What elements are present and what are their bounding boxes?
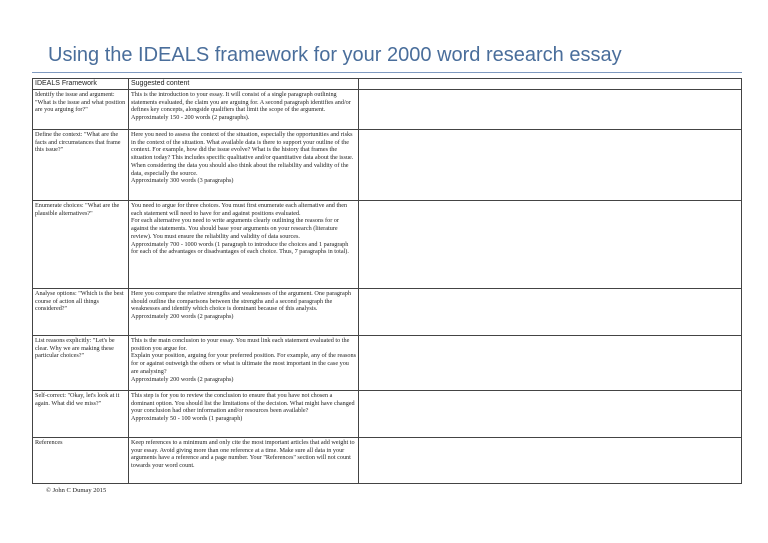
table-row: [33, 130, 742, 201]
content-paragraph: Keep references to a minimum and only cite the most important articles that add weight to your essay. Avoid giving more than one reference at a time. Make sure all data in your arguments have a reference and a page number. Your "References" section will not count towards your word count.: [131, 439, 355, 470]
content-paragraph: Approximately 200 words (2 paragraphs): [131, 375, 234, 383]
page-title: Using the IDEALS framework for your 2000 word research essay: [48, 44, 622, 66]
blank-cell: [359, 438, 742, 484]
content-cell: [129, 201, 359, 289]
content-cell: [129, 438, 359, 484]
content-cell: [129, 336, 359, 391]
table-row: [33, 289, 742, 336]
content-paragraph: You need to argue for three choices. You must first enumerate each alternative and then each statement will need to have for and against positions evaluated.: [131, 202, 348, 217]
table-row: [33, 391, 742, 438]
content-paragraph: This is the main conclusion to your essay. You must link each statement evaluated to the position you argue for.: [131, 337, 350, 352]
stage-cell: Self-correct: "Okay, let's look at it again. What did we miss?": [33, 391, 129, 438]
header-suggested-content: Suggested content: [129, 79, 359, 90]
stage-cell: References: [33, 438, 129, 484]
stage-cell: Analyse options: "Which is the best course of action all things considered?": [33, 289, 129, 336]
title-divider: [32, 72, 742, 73]
content-paragraph: Approximately 700 - 1000 words (1 paragraph to introduce the choices and 1 paragraph for each of the advantages or disadvantages of each choice. Thus, 7 paragraphs in total).: [131, 240, 349, 256]
blank-cell: [359, 90, 742, 130]
content-paragraph: Approximately 300 words (3 paragraphs): [131, 177, 234, 185]
content-paragraph: Approximately 50 - 100 words (1 paragraph): [131, 415, 243, 423]
content-paragraph: This step is for you to review the conclusion to ensure that you have not chosen a dominant option. You should list the limitations of the decision. What might have changed your conclusion had other information and/or resources been available?: [131, 392, 355, 415]
content-paragraph: Explain your position, arguing for your preferred position. For example, any of the reasons for or against outweigh the others or what is ultimate the most important in the case you are analysing?: [131, 352, 356, 375]
content-paragraph: Approximately 150 - 200 words (2 paragraphs).: [131, 114, 250, 122]
content-paragraph: Approximately 200 words (2 paragraphs): [131, 313, 234, 321]
table-header-row: [33, 79, 742, 90]
copyright-notice: © John C Dumay 2015: [46, 487, 107, 494]
ideals-table: [32, 78, 742, 484]
stage-cell: Enumerate choices: "What are the plausible alternatives?": [33, 201, 129, 289]
content-cell: [129, 90, 359, 130]
blank-cell: [359, 289, 742, 336]
table-row: [33, 201, 742, 289]
table-row: [33, 336, 742, 391]
stage-cell: Identify the issue and argument: "What is the issue and what position are you arguing for?": [33, 90, 129, 130]
header-blank: [359, 79, 742, 90]
blank-cell: [359, 391, 742, 438]
stage-cell: List reasons explicitly: "Let's be clear. Why we are making these particular choices?": [33, 336, 129, 391]
content-paragraph: For each alternative you need to write arguments clearly outlining the reasons for or against the statements. You should base your arguments on your research (literature review). You must ensure the reliability and validity of data sources.: [131, 217, 339, 240]
content-paragraph: Here you need to assess the context of the situation, especially the opportunities and risks in the context of the situation. What available data is there to support your outline of the context. For example, how did the issue evolve? What is the history that frames the situation today? This includes specific qualitative and/or quantitative data about the issue. When considering the data you should also think about the reliability and validity of the data, especially the source.: [131, 131, 354, 177]
blank-cell: [359, 201, 742, 289]
content-cell: [129, 391, 359, 438]
stage-cell: Define the context: "What are the facts and circumstances that frame this issue?": [33, 130, 129, 201]
content-cell: [129, 289, 359, 336]
content-cell: [129, 130, 359, 201]
table-row: [33, 90, 742, 130]
table-row: [33, 438, 742, 484]
content-paragraph: This is the introduction to your essay. It will consist of a single paragraph outlining statements evaluated, the claim you are arguing for. A second paragraph identifies and/or defines key concepts, alongside qualifiers that limit the scope of the argument.: [131, 91, 351, 114]
header-framework: IDEALS Framework: [33, 79, 129, 90]
blank-cell: [359, 130, 742, 201]
blank-cell: [359, 336, 742, 391]
content-paragraph: Here you compare the relative strengths and weaknesses of the argument. One paragraph should outline the comparisons between the strengths and a second paragraph the weaknesses and identify which choice is dominant because of this analysis.: [131, 290, 351, 313]
